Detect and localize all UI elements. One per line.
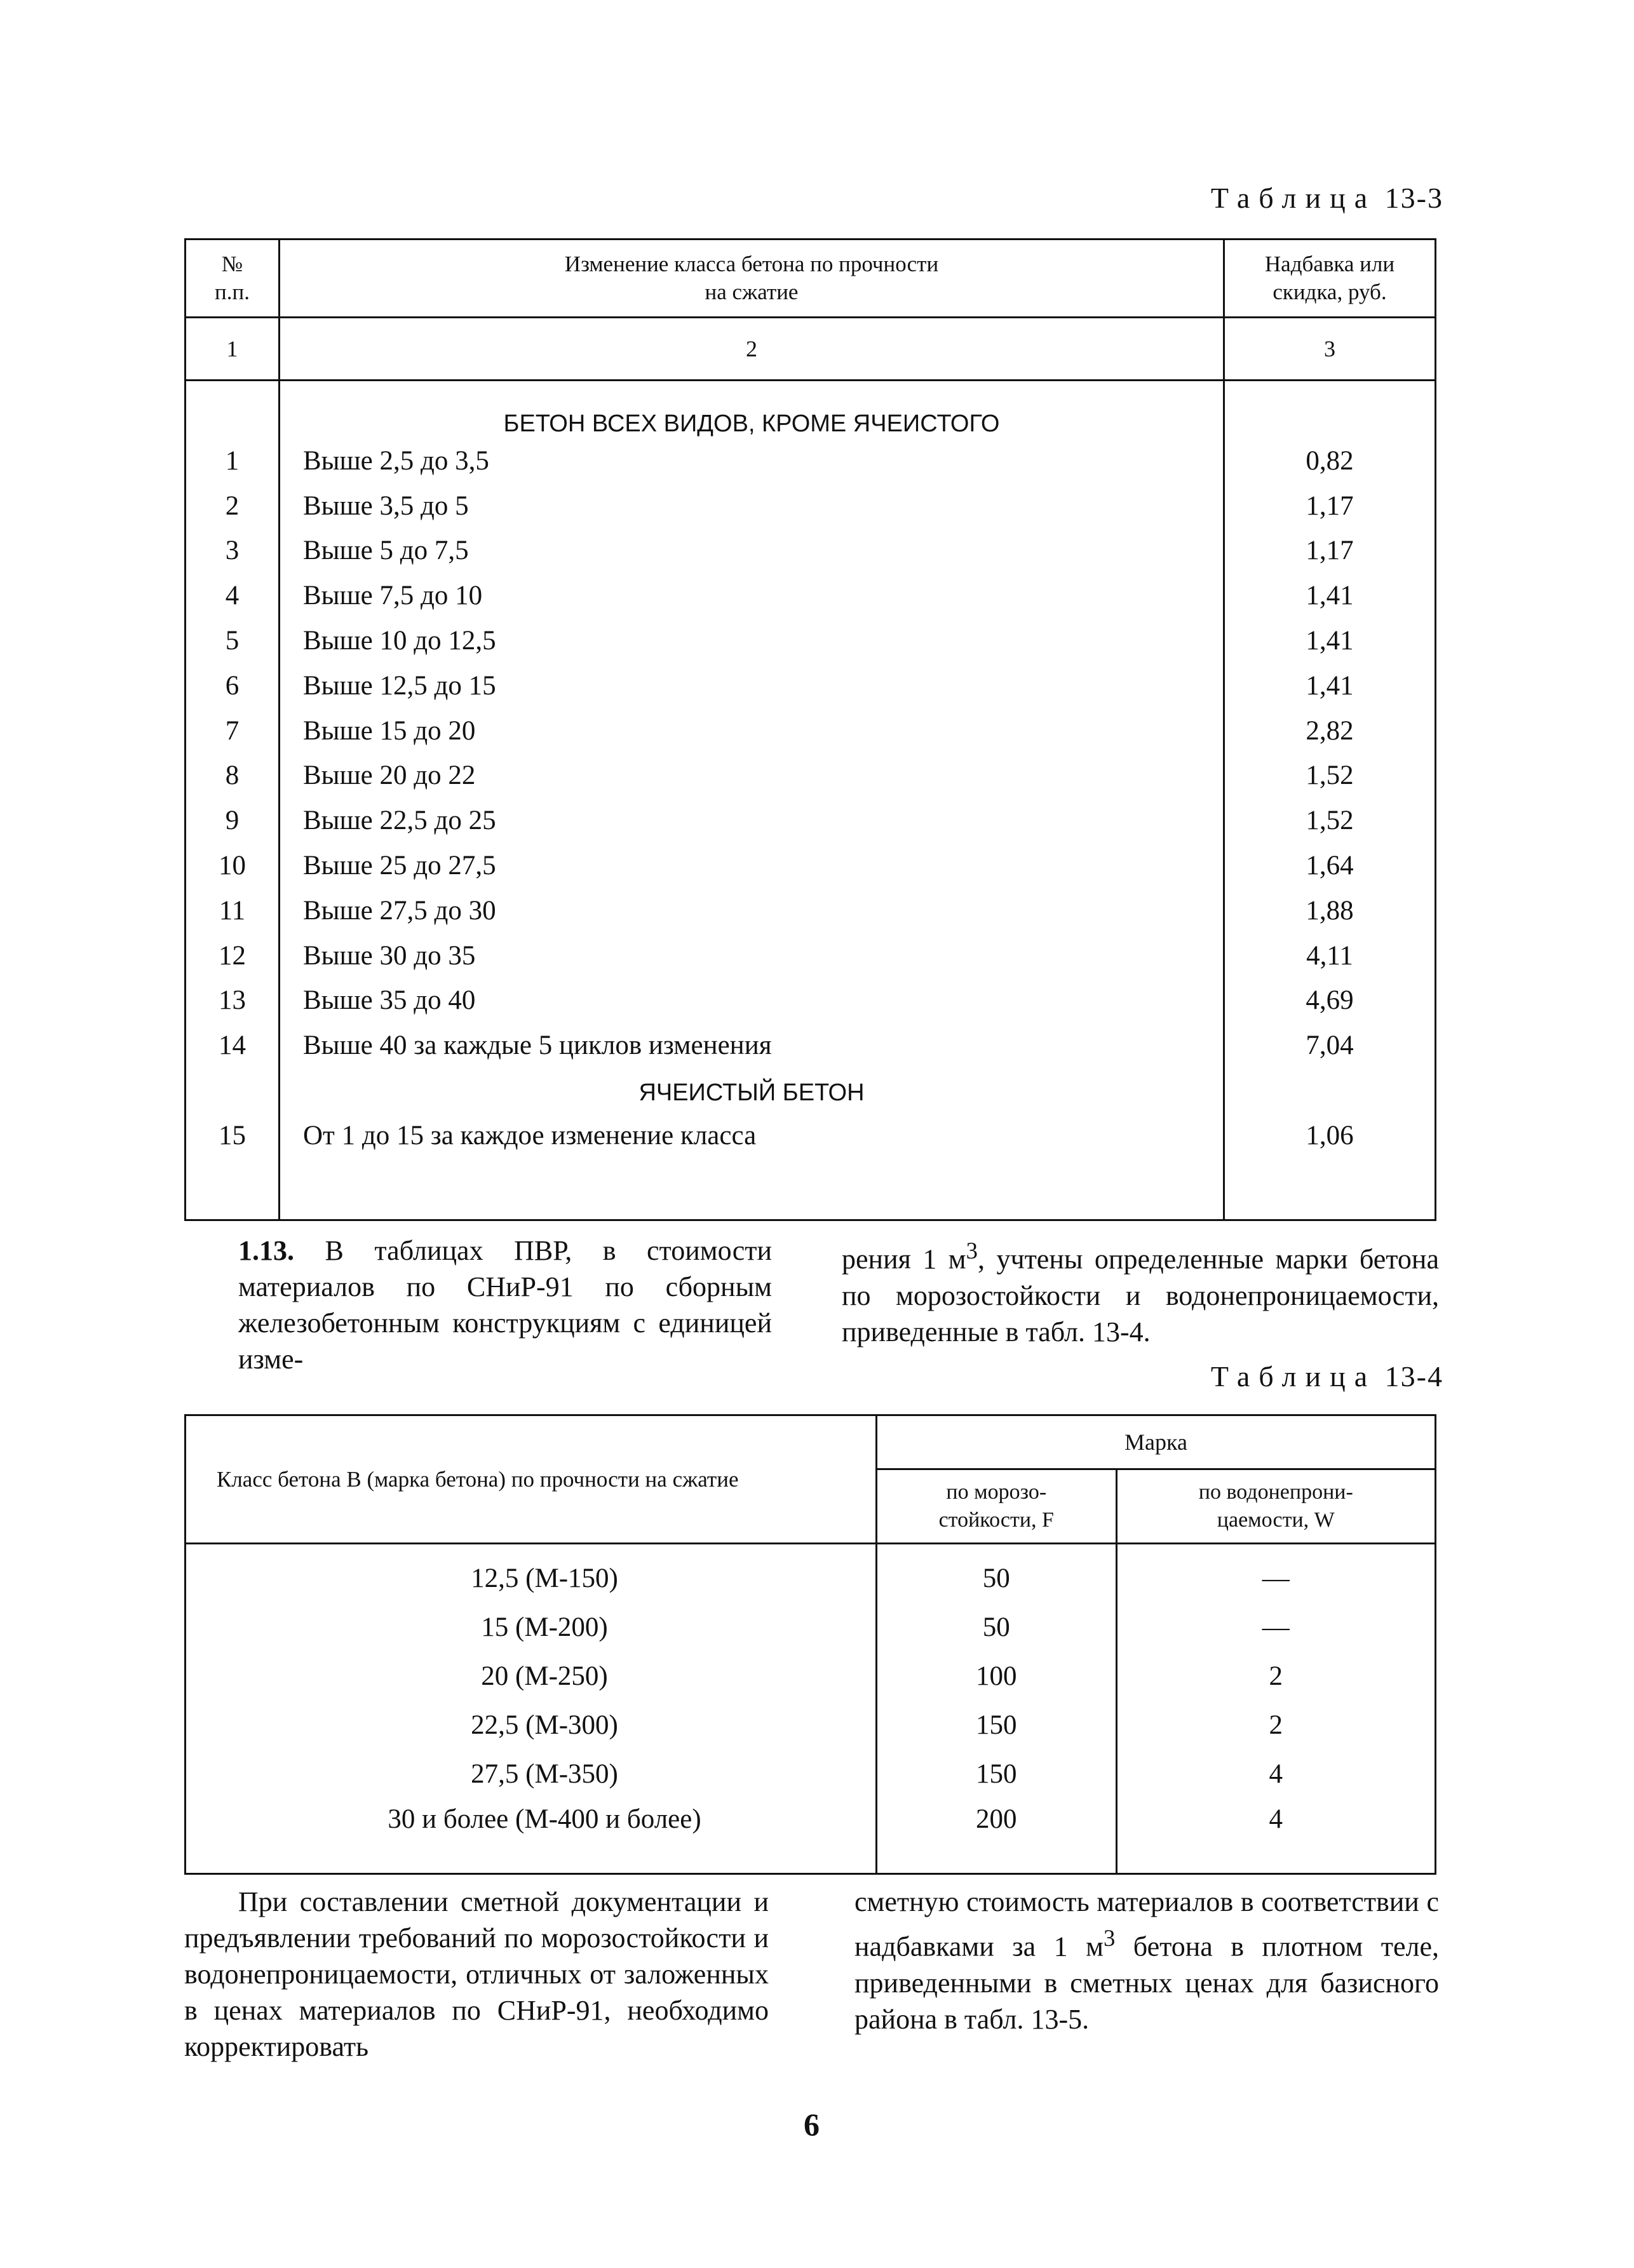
row-class: 20 (М-250): [186, 1652, 877, 1701]
row-number: 8: [186, 753, 280, 799]
row-number: 5: [186, 618, 280, 663]
paragraph-text: В таблицах ПВР, в стоимости материалов по СНиР-91 по сборным железобетонным конструкциям с единицей изме-: [238, 1235, 772, 1375]
table-row: [186, 1544, 1436, 1603]
row-water: 2: [1116, 1701, 1435, 1750]
row-value: 1,41: [1224, 573, 1436, 618]
row-text: Выше 20 до 22: [280, 753, 1224, 799]
table-row: [186, 798, 1436, 843]
paragraph-1-left: [238, 1232, 772, 1377]
paragraph-text: рения 1 м: [842, 1243, 966, 1275]
paragraph-2-left: [184, 1884, 769, 2065]
row-text: От 1 до 15 за каждое изменение класса: [280, 1113, 1224, 1158]
row-number: 3: [186, 529, 280, 574]
table-row: [186, 1603, 1436, 1652]
row-frost: 50: [877, 1603, 1117, 1652]
column-number-row: [186, 318, 1436, 381]
row-text: Выше 2,5 до 3,5: [280, 438, 1224, 483]
row-number: 4: [186, 573, 280, 618]
header-class: Класс бетона В (марка бетона) по прочности на сжатие: [186, 1415, 877, 1544]
section-heading: ЯЧЕИСТЫЙ БЕТОН: [280, 1068, 1224, 1113]
row-number: 2: [186, 483, 280, 529]
row-number: 12: [186, 933, 280, 978]
header-change: Изменение класса бетона по прочности на сжатие: [280, 240, 1224, 318]
row-value: 4,69: [1224, 978, 1436, 1023]
row-value: 4,11: [1224, 933, 1436, 978]
row-water: 4: [1116, 1799, 1435, 1874]
row-class: 22,5 (М-300): [186, 1701, 877, 1750]
row-class: 30 и более (М-400 и более): [186, 1799, 877, 1874]
row-number: 13: [186, 978, 280, 1023]
table-row: [186, 483, 1436, 529]
row-number: 10: [186, 843, 280, 888]
table-row: [186, 573, 1436, 618]
table-row: [186, 1113, 1436, 1158]
row-text: Выше 7,5 до 10: [280, 573, 1224, 618]
header-number: № п.п.: [186, 240, 280, 318]
paragraph-1-right: [842, 1232, 1439, 1350]
table-row: [186, 663, 1436, 708]
row-number: 11: [186, 888, 280, 933]
table-13-3: [184, 238, 1436, 1221]
paragraph-text: сметную стоимость материалов в соответствии с надбавками за 1 м: [854, 1886, 1439, 1962]
row-frost: 50: [877, 1544, 1117, 1603]
row-text: Выше 5 до 7,5: [280, 529, 1224, 574]
row-value: 1,17: [1224, 529, 1436, 574]
row-value: 1,41: [1224, 663, 1436, 708]
table-row: [186, 978, 1436, 1023]
colnum-1: 1: [186, 318, 280, 381]
row-text: Выше 40 за каждые 5 циклов изменения: [280, 1023, 1224, 1068]
caption-word: Таблица: [1210, 1360, 1377, 1393]
caption-number: 13-3: [1384, 182, 1443, 214]
row-value: 1,06: [1224, 1113, 1436, 1158]
paragraph-text: , учтены определенные марки бетона по морозостойкости и водонепроницаемости, приведенные в табл. 13-4.: [842, 1243, 1439, 1347]
row-frost: 150: [877, 1701, 1117, 1750]
row-value: 1,64: [1224, 843, 1436, 888]
table-row: [186, 1750, 1436, 1799]
header-grade: Марка: [877, 1415, 1436, 1469]
row-class: 15 (М-200): [186, 1603, 877, 1652]
row-number: 14: [186, 1023, 280, 1068]
table-row: [186, 438, 1436, 483]
row-frost: 200: [877, 1799, 1117, 1874]
row-value: 2,82: [1224, 708, 1436, 753]
row-value: 0,82: [1224, 438, 1436, 483]
table-header-row: [186, 1415, 1436, 1469]
row-number: 1: [186, 438, 280, 483]
row-water: 4: [1116, 1750, 1435, 1799]
table-row: [186, 1652, 1436, 1701]
row-number: 9: [186, 798, 280, 843]
table-row: [186, 618, 1436, 663]
table-13-4-caption: [1211, 1360, 1443, 1393]
row-text: Выше 12,5 до 15: [280, 663, 1224, 708]
row-text: Выше 15 до 20: [280, 708, 1224, 753]
row-text: Выше 25 до 27,5: [280, 843, 1224, 888]
table-row: [186, 529, 1436, 574]
table-row: [186, 753, 1436, 799]
table-row: [186, 843, 1436, 888]
paragraph-2-right: [854, 1884, 1439, 2037]
table-row: [186, 888, 1436, 933]
table-row: [186, 1799, 1436, 1874]
superscript: 3: [966, 1238, 978, 1264]
row-text: Выше 30 до 35: [280, 933, 1224, 978]
row-number: 6: [186, 663, 280, 708]
row-class: 12,5 (М-150): [186, 1544, 877, 1603]
table-13-4: [184, 1414, 1436, 1875]
table-row: [186, 933, 1436, 978]
row-number: 7: [186, 708, 280, 753]
row-value: 7,04: [1224, 1023, 1436, 1068]
header-water: по водонепрони- цаемости, W: [1116, 1469, 1435, 1544]
section-number: 1.13.: [238, 1235, 294, 1266]
table-row: [186, 1023, 1436, 1068]
table-row: [186, 1701, 1436, 1750]
section-heading: БЕТОН ВСЕХ ВИДОВ, КРОМЕ ЯЧЕИСТОГО: [280, 381, 1224, 439]
row-water: 2: [1116, 1652, 1435, 1701]
section-row: [186, 381, 1436, 439]
caption-word: Таблица: [1210, 182, 1377, 214]
table-13-3-caption: [1211, 181, 1443, 215]
row-value: 1,88: [1224, 888, 1436, 933]
header-frost: по морозо- стойкости, F: [877, 1469, 1117, 1544]
row-text: Выше 10 до 12,5: [280, 618, 1224, 663]
row-value: 1,17: [1224, 483, 1436, 529]
row-number: 15: [186, 1113, 280, 1158]
row-frost: 150: [877, 1750, 1117, 1799]
table-row: [186, 708, 1436, 753]
superscript: 3: [1103, 1925, 1116, 1951]
row-text: Выше 35 до 40: [280, 978, 1224, 1023]
caption-number: 13-4: [1384, 1360, 1443, 1393]
paragraph-text: При составлении сметной документации и предъявлении требований по морозостойкости и водонепроницаемости, отличных от заложенных в ценах материалов по СНиР-91, необходимо корректировать: [184, 1886, 769, 2062]
colnum-3: 3: [1224, 318, 1436, 381]
row-water: —: [1116, 1544, 1435, 1603]
row-text: Выше 3,5 до 5: [280, 483, 1224, 529]
header-surcharge: Надбавка или скидка, руб.: [1224, 240, 1436, 318]
row-value: 1,41: [1224, 618, 1436, 663]
row-text: Выше 27,5 до 30: [280, 888, 1224, 933]
section-row: [186, 1068, 1436, 1113]
row-value: 1,52: [1224, 753, 1436, 799]
row-class: 27,5 (М-350): [186, 1750, 877, 1799]
row-value: 1,52: [1224, 798, 1436, 843]
colnum-2: 2: [280, 318, 1224, 381]
row-water: —: [1116, 1603, 1435, 1652]
row-text: Выше 22,5 до 25: [280, 798, 1224, 843]
row-frost: 100: [877, 1652, 1117, 1701]
paragraph-text: бетона в плотном теле, приведенными в сметных ценах для базисного района в табл. 13-5.: [854, 1931, 1439, 2035]
table-header-row: [186, 240, 1436, 318]
page-number: 6: [804, 2107, 820, 2142]
